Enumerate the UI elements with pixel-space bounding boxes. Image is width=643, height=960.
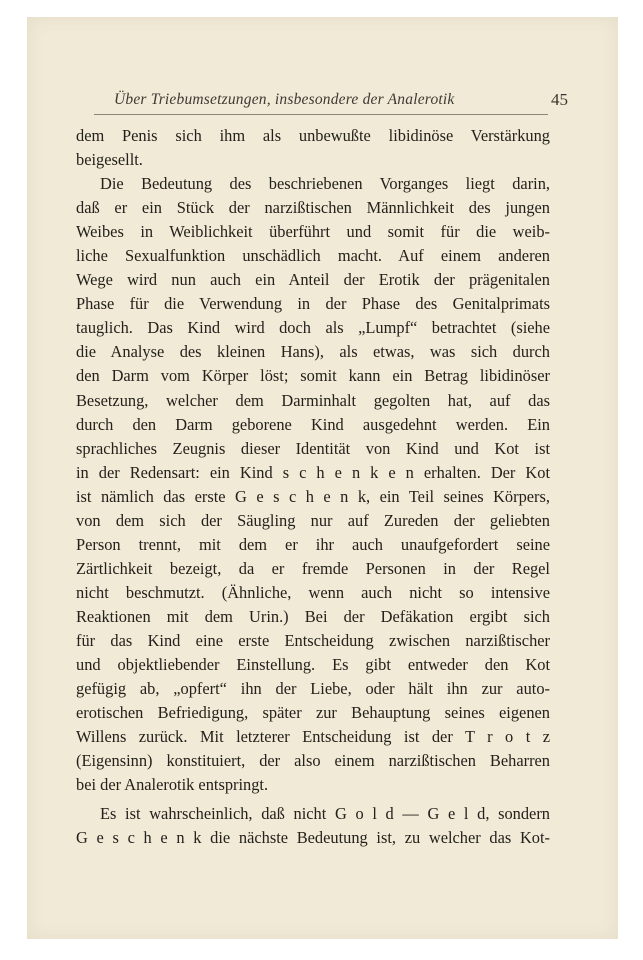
text-line: und objektliebender Einstellung. Es gibt entweder den Kot xyxy=(76,655,550,675)
text-line: Wege wird nun auch ein Anteil der Erotik der prägenitalen xyxy=(76,270,550,290)
text-line: Weibes in Weiblichkeit überführt und somit für die weib- xyxy=(76,222,550,242)
text-line: liche Sexualfunktion unschädlich macht. Auf einem anderen xyxy=(76,246,550,266)
text-line: Zärtlichkeit bezeigt, da er fremde Personen in der Regel xyxy=(76,558,550,578)
text-line: für das Kind eine erste Entscheidung zwischen narzißtischer xyxy=(76,630,550,650)
text-line: Die Bedeutung des beschriebenen Vorganges liegt darin, xyxy=(100,174,550,194)
text-line: dem Penis sich ihm als unbewußte libidinöse Verstärkung xyxy=(76,126,550,145)
paragraph xyxy=(76,802,550,850)
text-line: bei der Analerotik entspringt. xyxy=(76,775,269,795)
text-line: sprachliches Zeugnis dieser Identität von Kind und Kot ist xyxy=(76,438,550,458)
text-line: die Analyse des kleinen Hans), als etwas, was sich durch xyxy=(76,342,550,362)
text-line: Reaktionen mit dem Urin.) Bei der Defäkation ergibt sich xyxy=(76,606,550,626)
text-line: ist nämlich das erste G e s c h e n k, ein Teil seines Körpers, xyxy=(76,486,550,506)
paragraph xyxy=(76,124,550,172)
text-line: G e s c h e n k die nächste Bedeutung ist, zu welcher das Kot- xyxy=(76,828,550,848)
text-line: Besetzung, welcher dem Darminhalt gegolten hat, auf das xyxy=(76,390,550,410)
text-line: beigesellt. xyxy=(76,150,143,170)
text-line: nicht beschmutzt. (Ähnliche, wenn auch nicht so intensive xyxy=(76,582,550,602)
text-line: durch den Darm geborene Kind ausgedehnt werden. Ein xyxy=(76,414,550,434)
text-line: (Eigensinn) konstituiert, der also einem narzißtischen Beharren xyxy=(76,751,550,771)
page-number: 45 xyxy=(551,90,568,109)
text-line: Person trennt, mit dem er ihr auch unaufgefordert seine xyxy=(76,534,550,554)
running-title: Über Triebumsetzungen, insbesondere der Analerotik xyxy=(114,91,455,108)
header-rule xyxy=(94,114,548,115)
text-line: Willens zurück. Mit letzterer Entscheidung ist der T r o t z xyxy=(76,727,550,747)
page-header xyxy=(94,89,568,115)
text-line: daß er ein Stück der narzißtischen Männlichkeit des jungen xyxy=(76,198,550,218)
text-line: tauglich. Das Kind wird doch als „Lumpf“ betrachtet (siehe xyxy=(76,318,550,338)
body-text xyxy=(76,124,550,850)
text-line: in der Redensart: ein Kind s c h e n k e n erhalten. Der Kot xyxy=(76,462,550,482)
text-line: von dem sich der Säugling nur auf Zureden der geliebten xyxy=(76,510,550,530)
text-line: erotischen Befriedigung, später zur Behauptung seines eigenen xyxy=(76,703,550,723)
paragraph xyxy=(76,172,550,797)
text-line: gefügig ab, „opfert“ ihn der Liebe, oder hält ihn zur auto- xyxy=(76,679,550,699)
text-line: Phase für die Verwendung in der Phase des Genitalprimats xyxy=(76,294,550,314)
text-line: den Darm vom Körper löst; somit kann ein Betrag libidinöser xyxy=(76,366,550,386)
text-line: Es ist wahrscheinlich, daß nicht G o l d — G e l d, sondern xyxy=(100,804,550,824)
